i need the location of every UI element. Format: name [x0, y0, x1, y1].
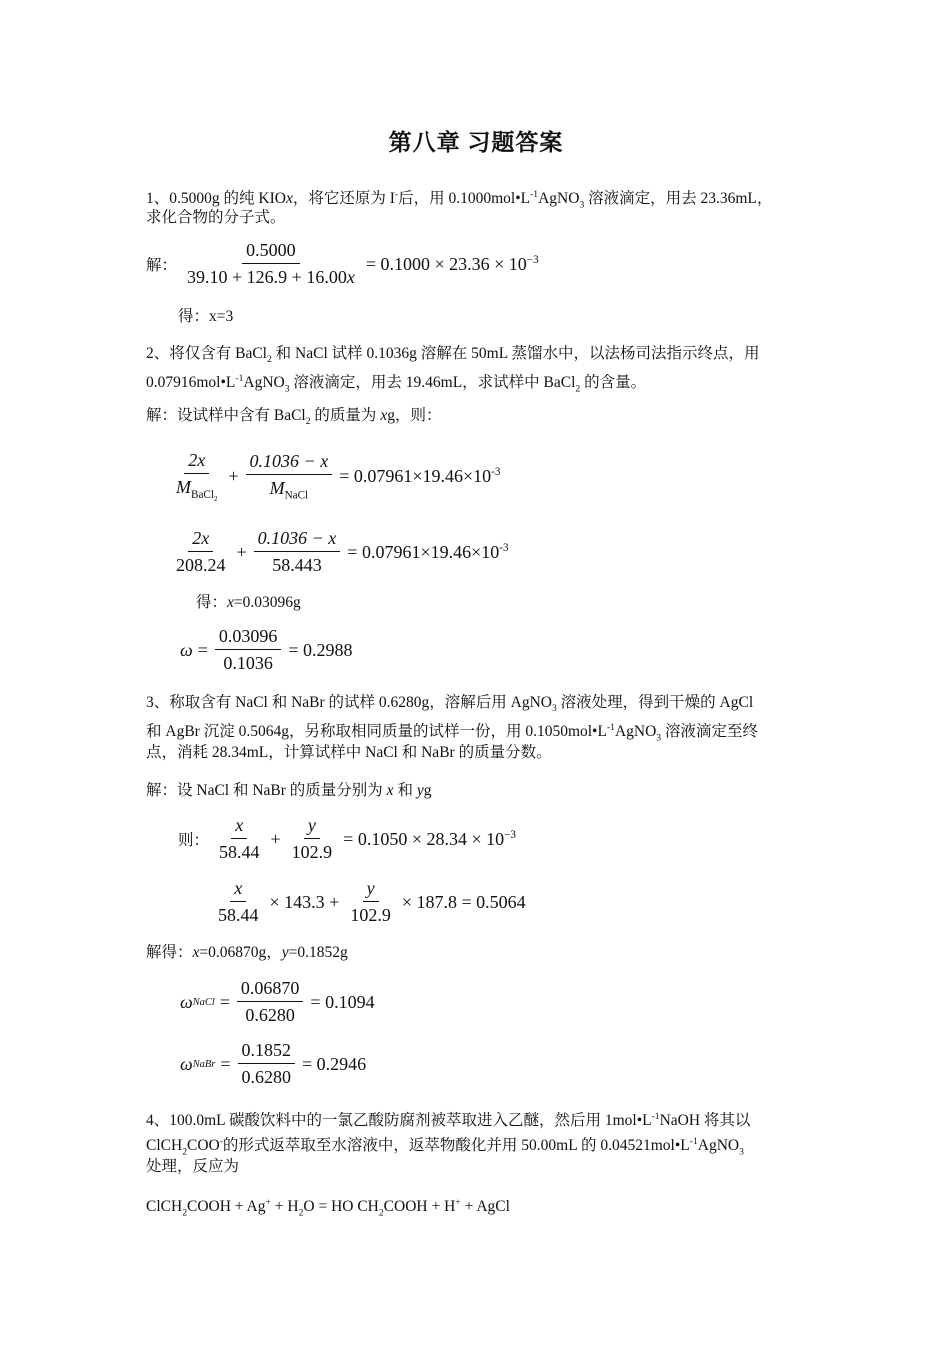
q3-text-line2: 和 AgBr 沉淀 0.5064g，另称取相同质量的试样一份，用 $0.1050mol•L^{-1}AgNO_3$ 溶液滴定至终	[146, 722, 758, 744]
q1-text-line2: 求化合物的分子式。	[146, 209, 286, 226]
q4-text-line3: 处理，反应为	[146, 1158, 240, 1175]
q3-equation-2: $\frac{x}{58.44}$ × 143.3 + $\frac{y}{102.9}$ × 187.8 = 0.5064	[218, 878, 526, 925]
q2-text-line1: 2、将仅含有 BaCl$_2$ 和 NaCl 试样 0.1036g 溶解在 50mL 蒸馏水中，以法杨司法指示终点，用	[146, 345, 760, 366]
q3-mass-fraction-nacl: ω NaCl = $\frac{0.06870}{0.6280}$ = 0.1094	[180, 978, 375, 1025]
q2-result: 得：x=0.03096g	[196, 594, 301, 611]
q3-equation-1: 则： $\frac{x}{58.44}$ + $\frac{y}{102.9}$ = $0.1050 \times 28.34 \times 10^{-3}$	[178, 815, 517, 862]
q2-mass-fraction: ω = $\frac{0.03096}{0.1036}$ = 0.2988	[180, 626, 353, 673]
q4-text-line2: ClCH$_2$COO-的形式返萃取至水溶液中，返萃物酸化并用 50.00mL 的 $0.04521mol•L^{-1}AgNO_3$	[146, 1136, 744, 1158]
q2-text-line2: $0.07916mol•L^{-1}AgNO_3$ 溶液滴定，用去 19.46mL，求试样中 BaCl$_2$ 的含量。	[146, 373, 647, 395]
q3-text-line3: 点，消耗 28.34mL，计算试样中 NaCl 和 NaBr 的质量分数。	[146, 744, 552, 761]
q1-equation: 解： $\frac{0.5000}{39.10 + 126.9 + 16.00x}$ = $0.1000 \times 23.36 \times 10^{-3}$	[146, 240, 539, 287]
q2-equation-2: $\frac{2x}{208.24}$ + $\frac{0.1036 - x}{58.443}$ = $0.07961\times 19.46\times 10^{-3}$	[176, 528, 509, 575]
q4-text-line1: 4、100.0mL 碳酸饮料中的一氯乙酸防腐剂被萃取进入乙醚，然后用 $1mol•L^{-1}NaOH$ 将其以	[146, 1111, 751, 1130]
q3-text-line1: 3、称取含有 NaCl 和 NaBr 的试样 0.6280g，溶解后用 AgNO$_3$ 溶液处理，得到干燥的 AgCl	[146, 694, 754, 715]
q3-result: 解得：x=0.06870g，y=0.1852g	[146, 944, 348, 961]
q3-solution-intro: 解：设 NaCl 和 NaBr 的质量分别为 x 和 yg	[146, 782, 432, 799]
q1-result: 得：x=3	[178, 308, 234, 325]
q4-reaction-equation: ClCH$_2$COOH + $Ag^+ + H_2O$ = HO $CH_2COOH + H^+$ + AgCl	[146, 1197, 510, 1219]
q2-equation-1: $\frac{2x}{M_{BaCl_2}}$ + $\frac{0.1036 - x}{M_{NaCl}}$ = $0.07961\times 19.46\times 10^{-3}$	[176, 450, 501, 503]
page-title: 第八章 习题答案	[388, 130, 564, 155]
q1-text-line1: 1、0.5000g 的纯 KIOx，将它还原为 I-后，用 $0.1000mol•L^{-1}AgNO_3$ 溶液滴定，用去 23.36mL，	[146, 189, 773, 211]
q3-mass-fraction-nabr: ω NaBr = $\frac{0.1852}{0.6280}$ = 0.2946	[180, 1040, 367, 1087]
q2-solution-intro: 解：设试样中含有 BaCl$_2$ 的质量为 xg，则：	[146, 407, 442, 428]
